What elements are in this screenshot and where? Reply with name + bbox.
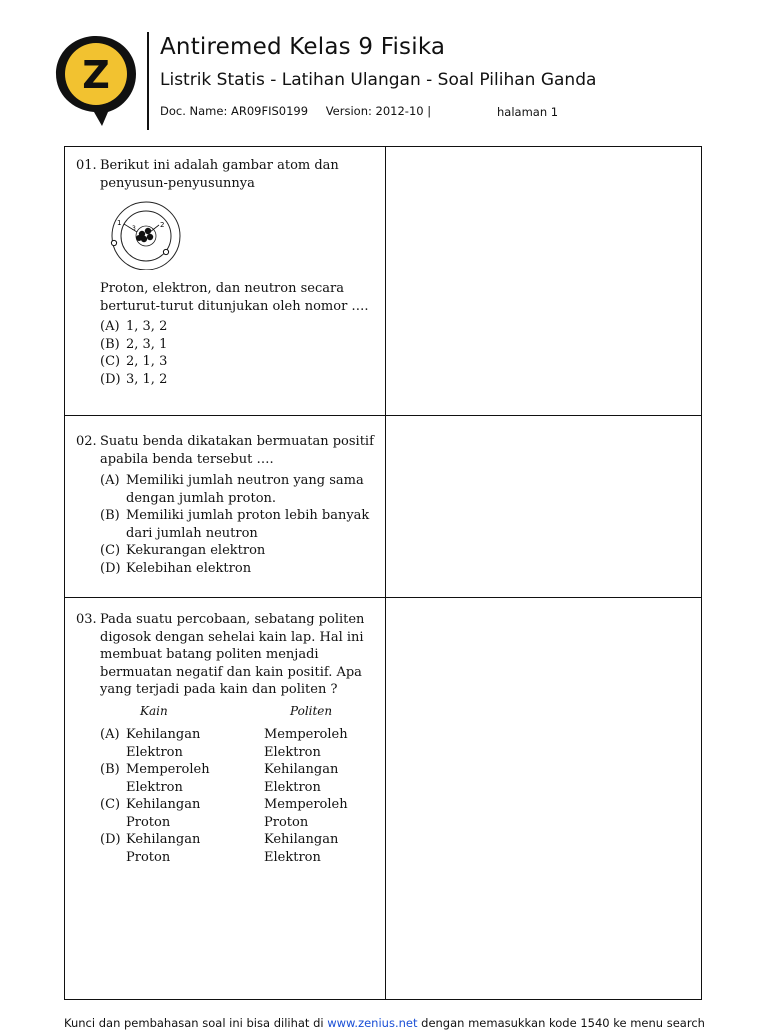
option-a[interactable]: (A) Kehilangan Elektron Memperoleh Elektron	[100, 727, 348, 760]
answer-table-header	[100, 703, 376, 721]
question-text: Proton, elektron, dan neutron secara berturut-turut ditunjukan oleh nomor ….	[100, 281, 369, 314]
doc-meta	[160, 104, 445, 118]
option-c[interactable]: (C) Kekurangan elektron	[100, 543, 266, 558]
doc-version: Version: 2012-10 |	[325, 104, 432, 118]
zenius-link[interactable]: www.zenius.net	[327, 1016, 418, 1030]
atom-label-1: 1	[117, 219, 122, 227]
option-b[interactable]: (B) Memperoleh Elektron Kehilangan Elektron	[100, 762, 339, 795]
zenius-logo	[52, 32, 140, 128]
footer-prefix: Kunci dan pembahasan soal ini bisa dilihat di	[64, 1016, 328, 1030]
logo-letter: Z	[82, 53, 110, 97]
doc-name: Doc. Name: AR09FIS0199	[160, 104, 309, 118]
answer-table	[100, 703, 376, 867]
page-number: halaman 1	[497, 105, 559, 119]
footer-note	[64, 1016, 705, 1030]
question-text: Berikut ini adalah gambar atom dan penyusun-penyusunnya	[100, 158, 339, 191]
option-d[interactable]: (D) Kehilangan Proton Kehilangan Elektron	[100, 832, 339, 865]
question-2	[76, 433, 376, 577]
doc-subtitle: Listrik Statis - Latihan Ulangan - Soal Pilihan Ganda	[160, 70, 597, 90]
option-d[interactable]: (D) Kelebihan elektron	[100, 560, 252, 576]
option-c[interactable]: (C) Kehilangan Proton Memperoleh Proton	[100, 797, 348, 830]
option-a[interactable]: (A) Memiliki jumlah neutron yang sama dengan jumlah proton.	[100, 473, 364, 506]
question-number: 03.	[76, 612, 97, 627]
question-1	[76, 157, 376, 388]
atom-label-3: 3	[132, 225, 136, 232]
footer-suffix: dengan memasukkan kode 1540 ke menu search	[417, 1016, 705, 1030]
question-text: Suatu benda dikatakan bermuatan positif apabila benda tersebut ….	[100, 434, 374, 467]
option-b[interactable]: (B) 2, 3, 1	[100, 336, 168, 352]
row-divider	[64, 415, 702, 416]
column-divider	[385, 146, 386, 1000]
option-a[interactable]: (A) 1, 3, 2	[100, 319, 168, 334]
question-number: 02.	[76, 434, 97, 449]
atom-diagram-icon	[104, 198, 186, 270]
row-divider	[64, 597, 702, 598]
header-divider	[147, 32, 149, 130]
option-b[interactable]: (B) Memiliki jumlah proton lebih banyak dari jumlah neutron	[100, 508, 370, 541]
column-kain: Kain	[140, 703, 168, 718]
doc-title: Antiremed Kelas 9 Fisika	[160, 34, 446, 60]
atom-label-2: 2	[160, 221, 165, 229]
option-c[interactable]: (C) 2, 1, 3	[100, 354, 168, 369]
question-number: 01.	[76, 158, 97, 173]
question-3	[76, 611, 376, 866]
option-d[interactable]: (D) 3, 1, 2	[100, 371, 168, 387]
question-text: Pada suatu percobaan, sebatang politen digosok dengan sehelai kain lap. Hal ini membuat batang politen menjadi bermuatan negatif dan kain positif. Apa yang terjadi pada kain dan politen ?	[100, 612, 365, 697]
column-politen: Politen	[290, 703, 333, 718]
